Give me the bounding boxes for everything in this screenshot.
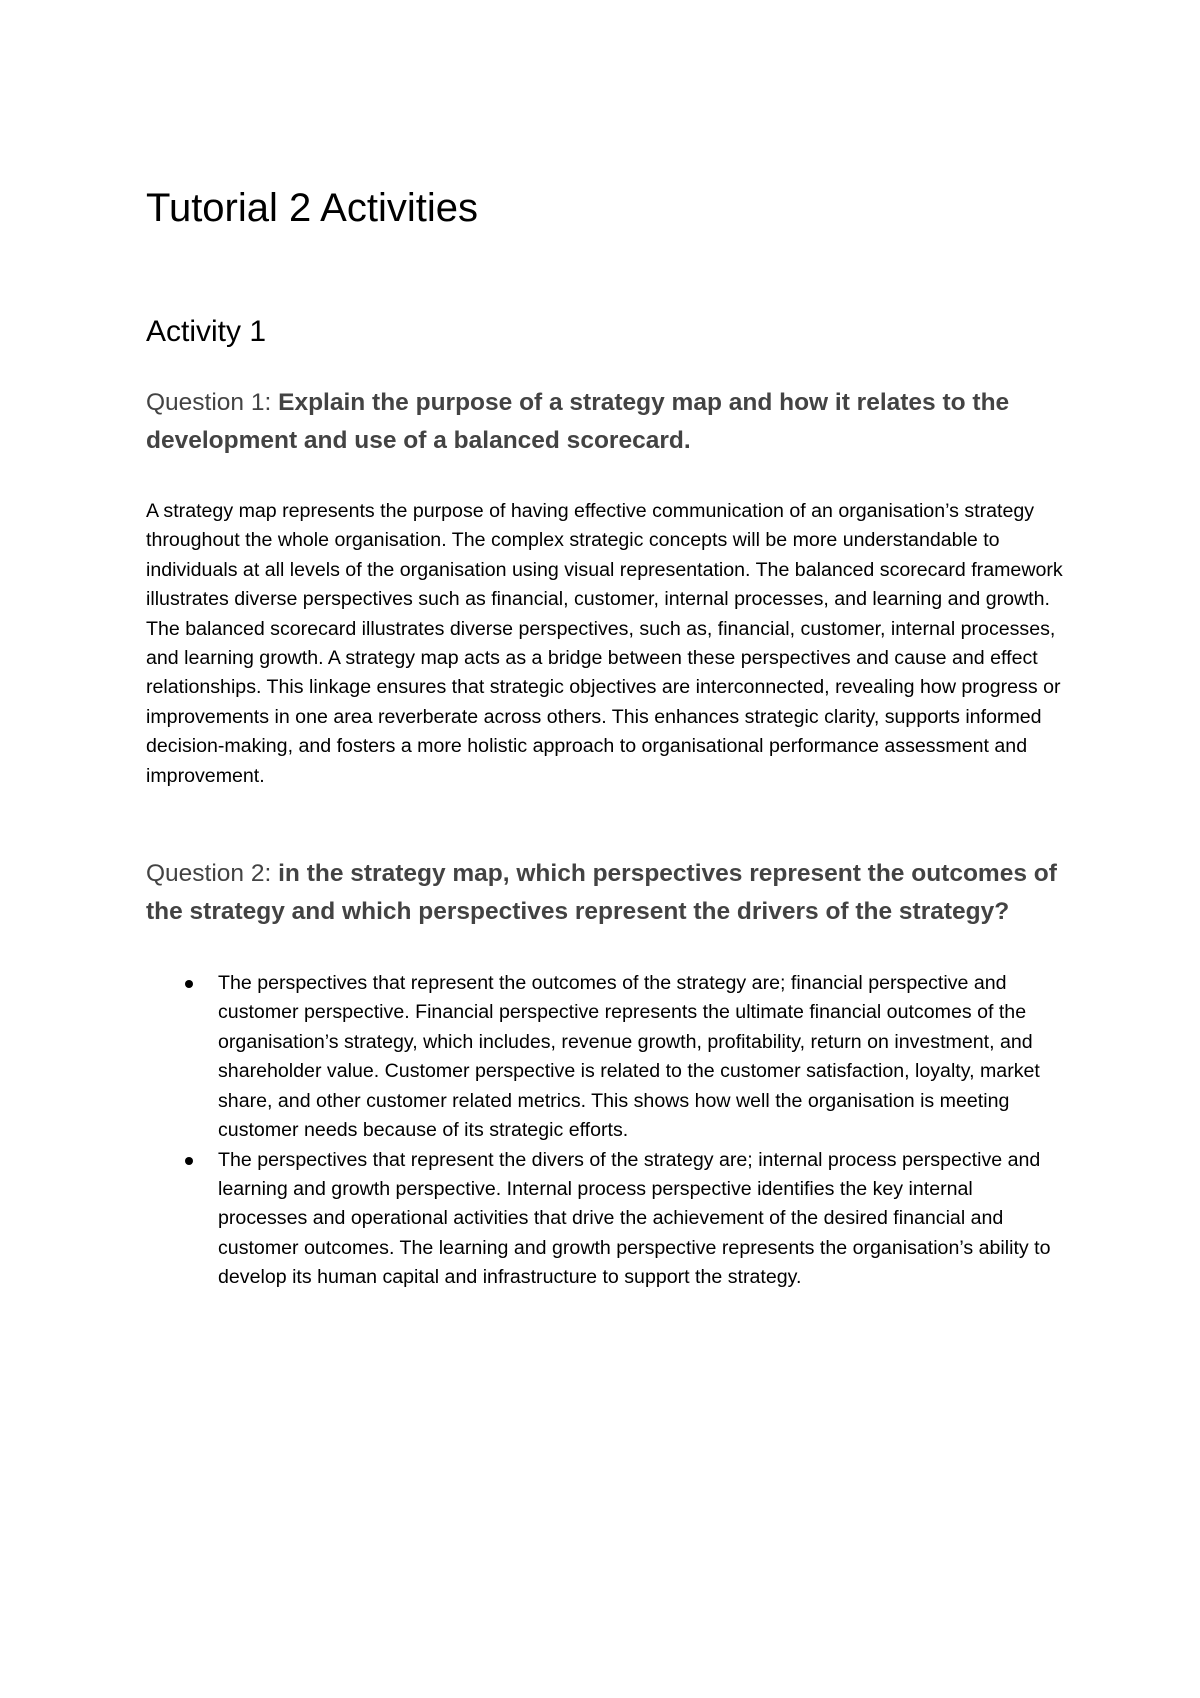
question-1-label: Question 1: [146,389,279,416]
question-1-heading [146,384,1066,460]
question-2-text: in the strategy map, which perspectives represent the outcomes of the strategy and which perspectives represent the drivers of the strategy? [146,860,1057,926]
list-item [218,969,1066,1145]
list-item-text: The perspectives that represent the divers of the strategy are; internal process perspective and learning and growth perspective. Internal process perspective identifies the key internal processes and operational activities that drive the achievement of the desired financial and customer outcomes. The learning and growth perspective represents the organisation’s ability to develop its human capital and infrastructure to support the strategy. [218,1148,1051,1289]
document-title: Tutorial 2 Activities [146,186,478,230]
bullet-icon [185,1157,193,1165]
list-item [218,1146,1066,1293]
answer-1-paragraph: A strategy map represents the purpose of having effective communication of an organisation’s strategy throughout the whole organisation. The complex strategic concepts will be more understandable to individuals at all levels of the organisation using visual representation. The balanced scorecard framework illustrates diverse perspectives such as financial, customer, internal processes, and learning and growth. The balanced scorecard illustrates diverse perspectives, such as, financial, customer, internal processes, and learning growth. A strategy map acts as a bridge between these perspectives and cause and effect relationships. This linkage ensures that strategic objectives are interconnected, revealing how progress or improvements in one area reverberate across others. This enhances strategic clarity, supports informed decision-making, and fosters a more holistic approach to organisational performance assessment and improvement. [146,500,1063,787]
document-content [146,180,1066,1293]
bullet-icon [185,980,193,988]
question-2-label: Question 2: [146,860,279,888]
activity-heading: Activity 1 [146,315,267,348]
list-item-text: The perspectives that represent the outcomes of the strategy are; financial perspective and customer perspective. Financial perspective represents the ultimate financial outcomes of the organisation’s strategy, which includes, revenue growth, profitability, return on investment, and shareholder value. Customer perspective is related to the customer satisfaction, loyalty, market share, and other customer related metrics. This shows how well the organisation is meeting customer needs because of its strategic efforts. [218,972,1040,1142]
answer-2-bullet-list [146,969,1066,1292]
question-2-heading [146,855,1066,931]
question-1-text: Explain the purpose of a strategy map and how it relates to the development and use of a balanced scorecard. [146,389,1010,454]
